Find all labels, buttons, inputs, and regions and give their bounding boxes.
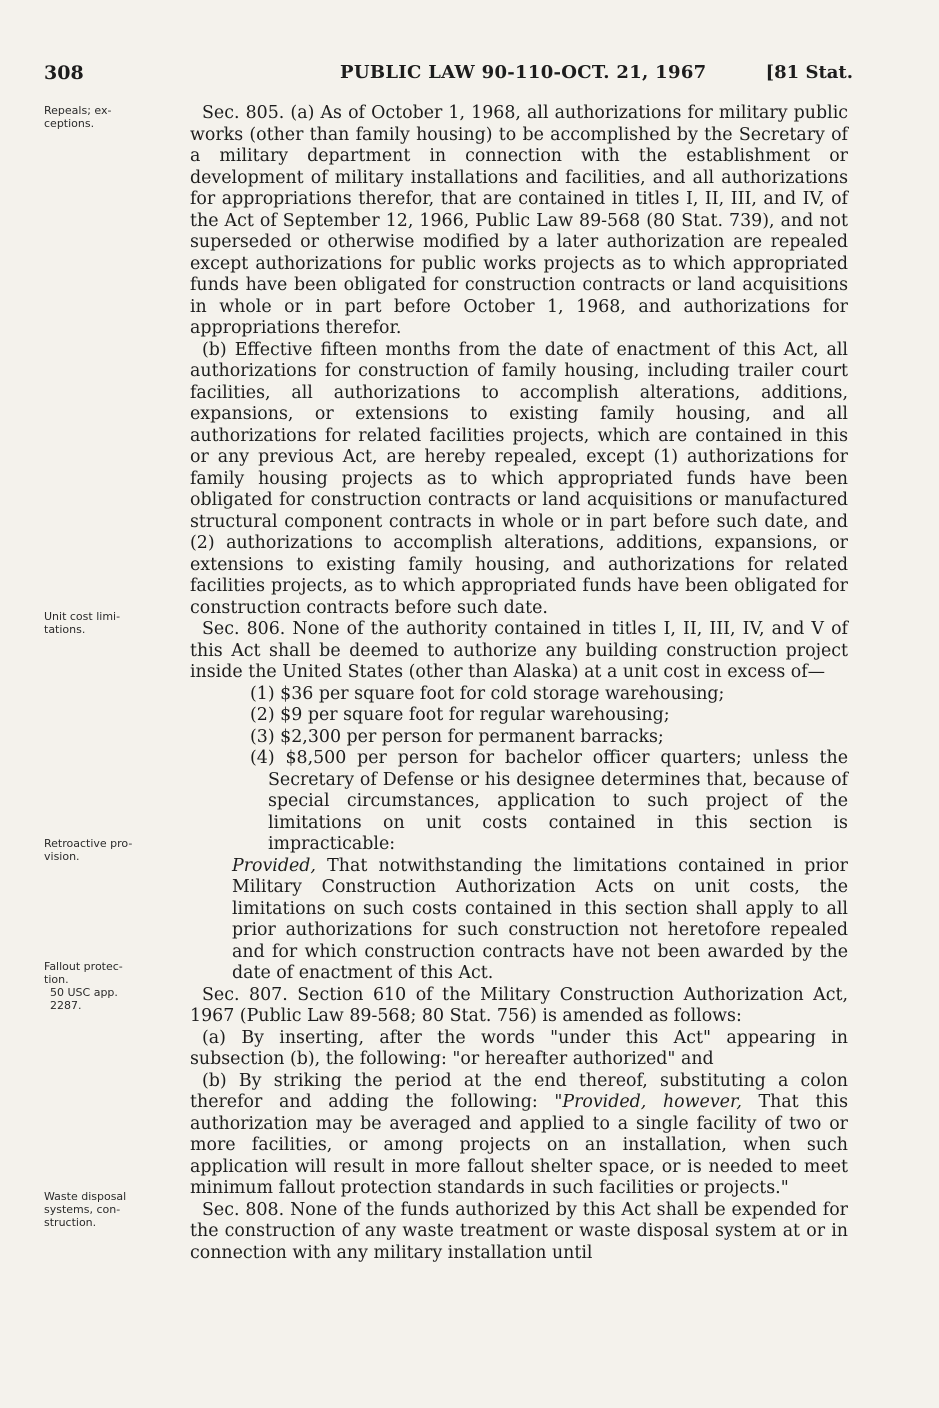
margin-note-line: systems, con- <box>44 1203 121 1216</box>
section-807b-emphasis: Provided, however, <box>562 1092 742 1112</box>
section-807: Sec. 807. Section 610 of the Military Construction Authorization Act, 1967 (Public Law 89-568; 80 Stat. 756) is amended as follows: <box>190 984 848 1026</box>
section-806: Sec. 806. None of the authority contained in titles I, II, III, IV, and V of this Act shall be deemed to authorize any building construction project inside the United States (other than Alaska) at a unit cost in excess of— <box>190 619 848 682</box>
section-807b-start: (b) By striking the period at the end thereof, substituting a colon therefor and adding the following: " <box>190 1070 848 1112</box>
margin-note-line: 50 USC app. <box>50 986 118 999</box>
margin-note-waste <box>44 1190 184 1229</box>
section-805a: Sec. 805. (a) As of October 1, 1968, all authorizations for military public works (other than family housing) to be accomplished by the Secretary of a military department in connection with the establishment or development of military installations and facilities, and all authorizations for appropriations therefor, that are contained in titles I, II, III, and IV, of the Act of September 12, 1966, Public Law 89-568 (80 Stat. 739), and not superseded or otherwise modified by a later authorization are repealed except authorizations for public works projects as to which appropriated funds have been obligated for construction contracts or land acquisitions in whole or in part before October 1, 1968, and authorizations for appropriations therefor. <box>190 103 848 338</box>
margin-note-retroactive <box>44 837 184 863</box>
margin-note-line: Retroactive pro- <box>44 837 133 850</box>
page-header <box>0 62 939 92</box>
statute-volume: [81 Stat. <box>765 62 853 83</box>
margin-note-line: struction. <box>44 1216 97 1229</box>
margin-note-line: tion. <box>44 973 69 986</box>
margin-note-line: tations. <box>44 623 86 636</box>
margin-note-line: 2287. <box>50 999 82 1012</box>
proviso-word: Provided, <box>232 855 316 876</box>
section-807b-end: That this authorization may be averaged and applied to a single facility of two or more facilities, or among projects on an installation, when such application will result in more fallout shelter space, or is needed to meet minimum fallout protection standards in such facilities or projects." <box>190 1092 848 1198</box>
section-808: Sec. 808. None of the funds authorized by this Act shall be expended for the construction of any waste treatment or waste disposal system at or in connection with any military installation until <box>190 1199 848 1263</box>
page-title: PUBLIC LAW 90-110-OCT. 21, 1967 <box>340 62 707 83</box>
margin-note-line: Repeals; ex- <box>44 104 112 117</box>
margin-note-unit-cost <box>44 610 184 636</box>
section-807a: (a) By inserting, after the words "under this Act" appearing in subsection (b), the following: "or hereafter authorized" and <box>190 1027 848 1069</box>
margin-note-line: Unit cost limi- <box>44 610 121 623</box>
page-number: 308 <box>44 62 84 84</box>
margin-note-fallout <box>44 960 184 1012</box>
margin-note-line: ceptions. <box>44 117 95 130</box>
section-807b <box>190 1071 848 1200</box>
proviso <box>232 856 848 985</box>
section-805b: (b) Effective fifteen months from the date of enactment of this Act, all authorizations for construction of family housing, including trailer court facilities, all authorizations to accomplish alterations, additions, expansions, or extensions to existing family housing, and all authorizations for related facilities projects, which are contained in this or any previous Act, are hereby repealed, except (1) authorizations for family housing projects as to which appropriated funds have been obligated for construction contracts or land acquisitions or manufactured structural component contracts in whole or in part before such date, and (2) authorizations to accomplish alterations, additions, expansions, or extensions to existing family housing, and authorizations for related facilities projects, as to which appropriated funds have been obligated for construction contracts before such date. <box>190 339 848 618</box>
list-item: (3) $2,300 per person for permanent barracks; <box>250 726 664 747</box>
margin-note-line: vision. <box>44 850 80 863</box>
proviso-text: That notwithstanding the limitations contained in prior Military Construction Authorization Acts on unit costs, the limitations on such costs contained in this section shall apply to all prior authorizations for such construction not heretofore repealed and for which construction contracts have not been awarded by the date of enactment of this Act. <box>232 855 848 983</box>
margin-note-line: Fallout protec- <box>44 960 123 973</box>
margin-note-line: Waste disposal <box>44 1190 127 1203</box>
list-item: (2) $9 per square foot for regular warehousing; <box>250 705 670 725</box>
list-item: (4) $8,500 per person for bachelor officer quarters; unless the Secretary of Defense or his designee determines that, because of special circumstances, application to such project of the limitations on unit costs contained in this section is impracticable: <box>250 748 848 854</box>
margin-note-repeals <box>44 104 184 130</box>
list-item: (1) $36 per square foot for cold storage warehousing; <box>250 683 725 704</box>
document-body <box>190 103 848 1264</box>
